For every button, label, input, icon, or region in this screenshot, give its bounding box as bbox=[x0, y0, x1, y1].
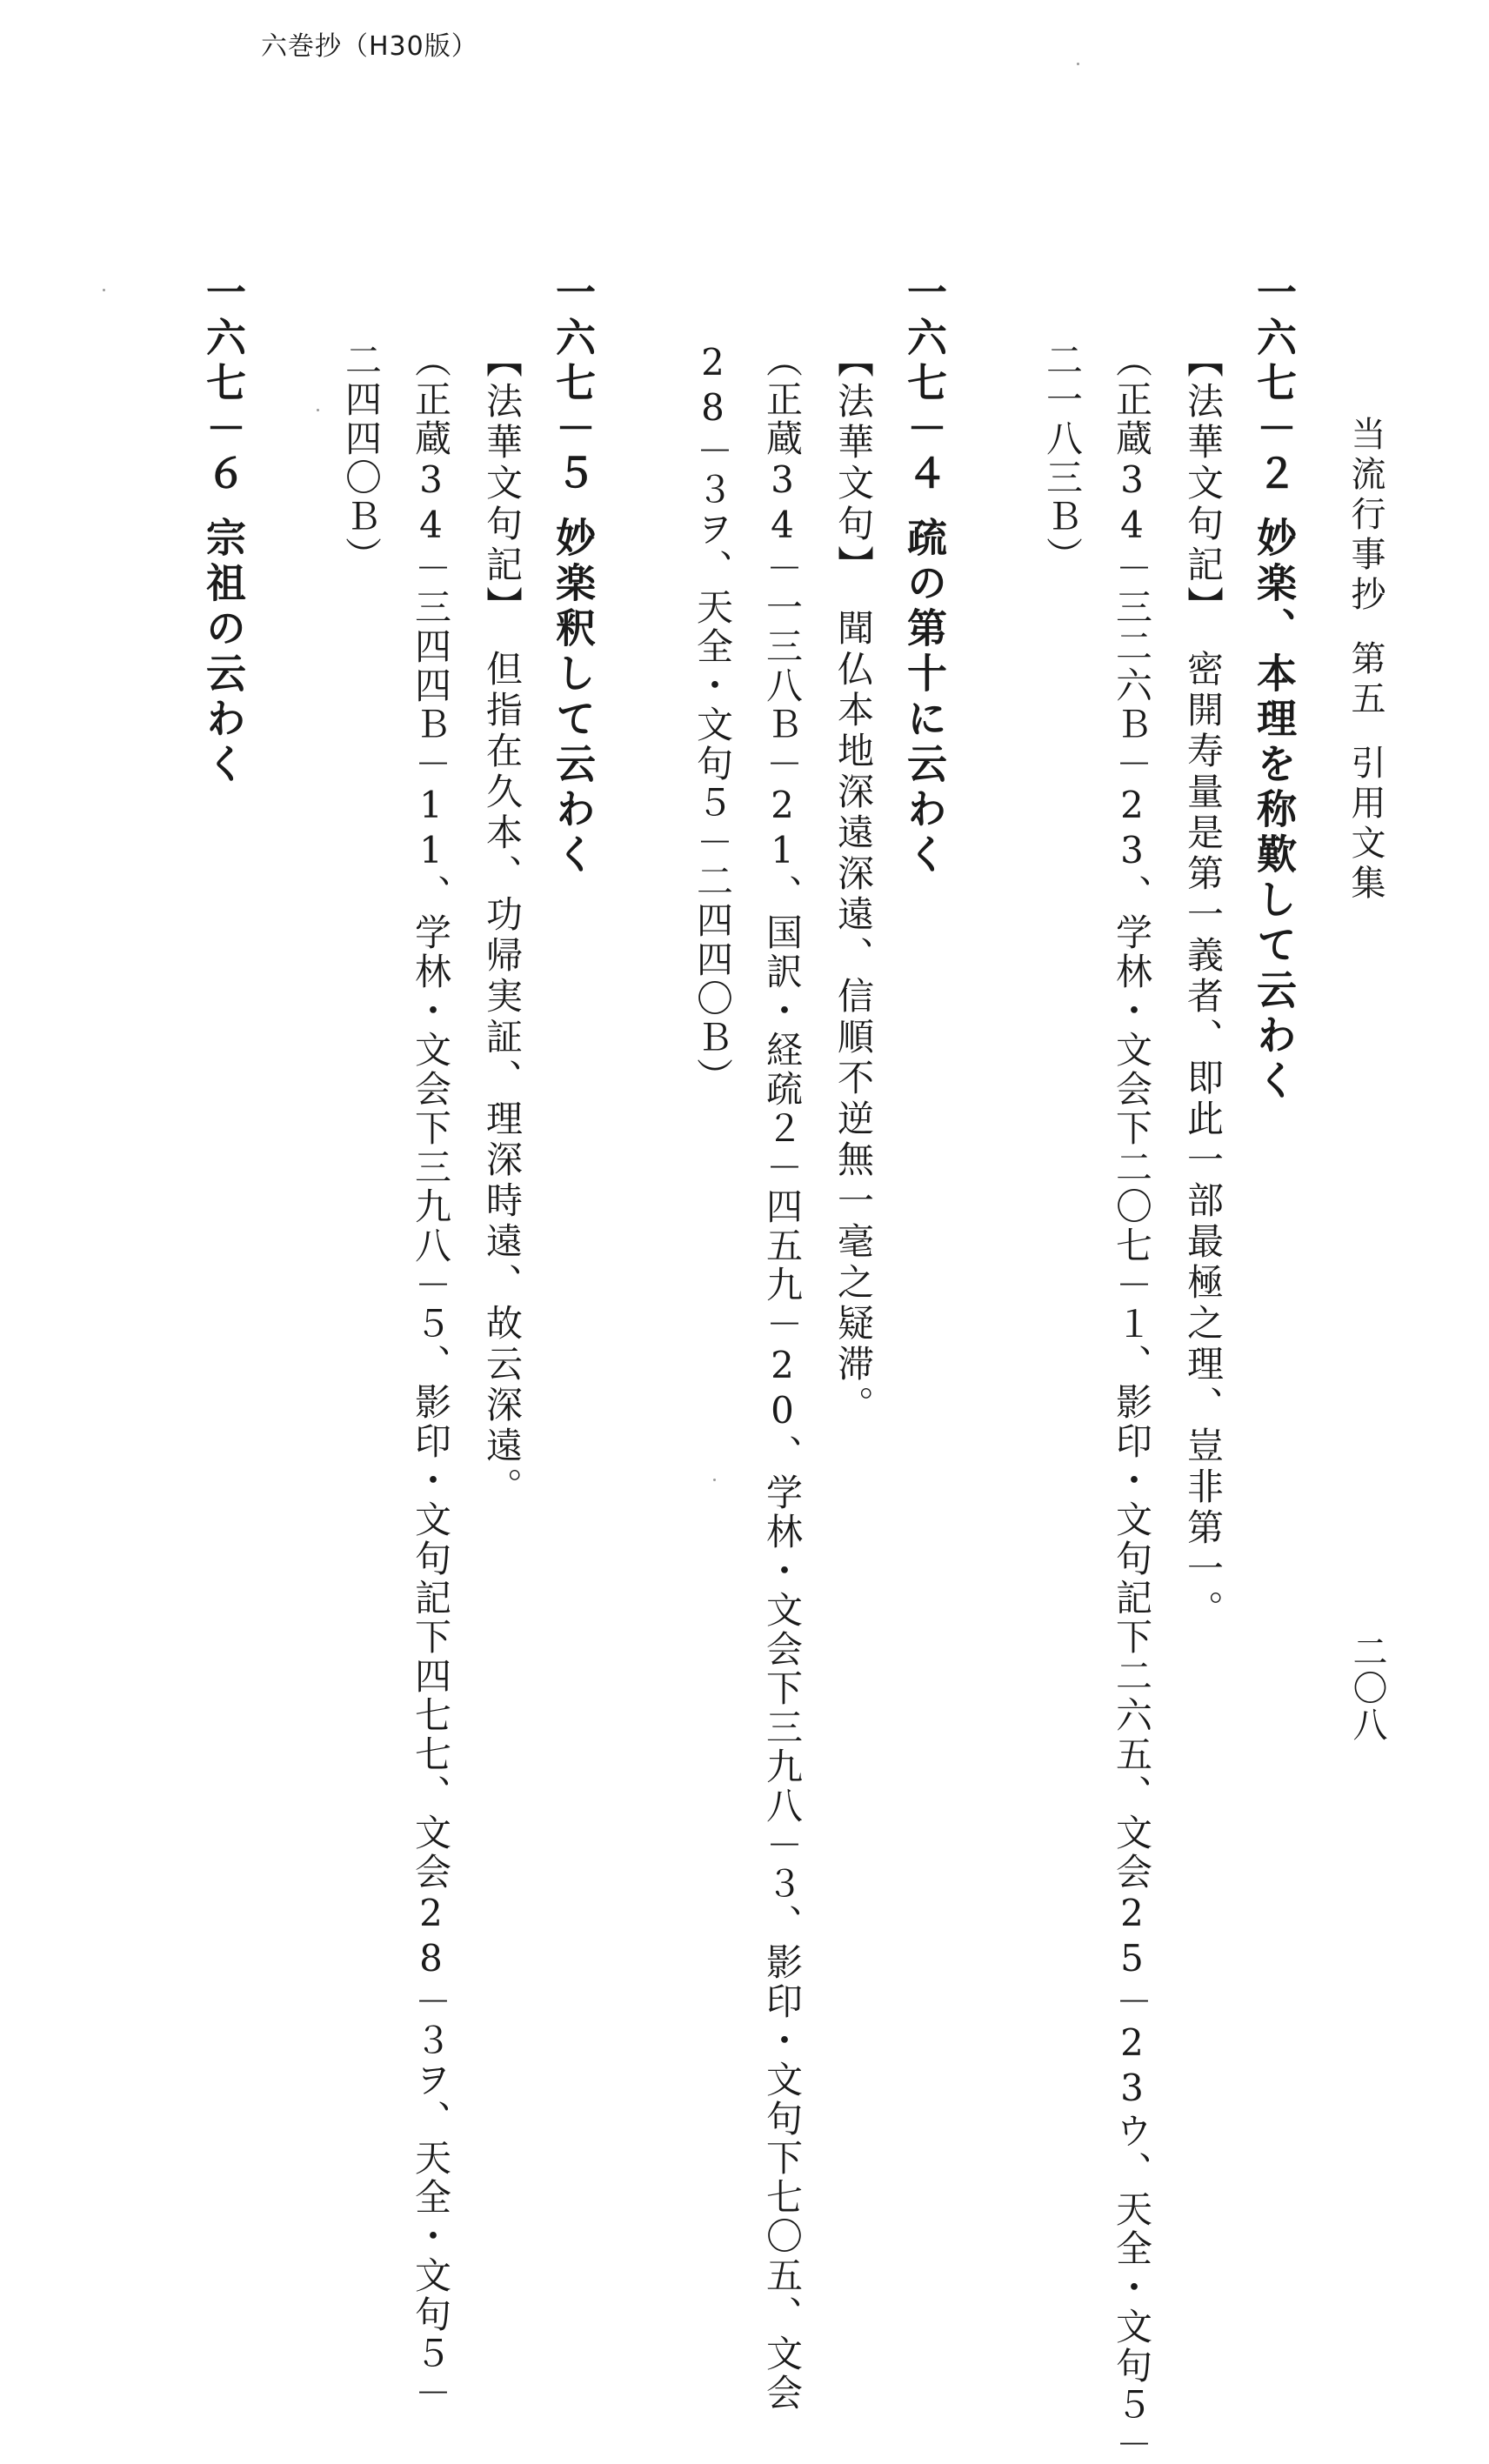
running-head-section: 引用文集 bbox=[1345, 745, 1386, 905]
entry-heading bbox=[1251, 271, 1298, 1105]
running-head-chapter: 第五 bbox=[1345, 640, 1386, 720]
quotation-text: 【法華文句記】 但指在久本、功帰実証、理深時遠、故云深遠。 bbox=[481, 341, 524, 1508]
entry-number: 一六七－６ bbox=[200, 271, 247, 497]
entry-number: 一六七－５ bbox=[550, 271, 597, 497]
source-citation-continued: 28－３ヲ、天全・文句５－二四四〇Ｂ） bbox=[691, 341, 734, 1097]
entry-title: 疏の第十に云わく bbox=[901, 517, 948, 878]
scan-speck bbox=[1077, 63, 1079, 65]
entry-title: 宗祖の云わく bbox=[200, 517, 247, 788]
source-citation: （正蔵34－三四四Ｂ－11、学林・文会下三九八－５、影印・文句記下四七七、文会28－３ヲ、天全・文句５－ bbox=[410, 341, 452, 2413]
entry-heading bbox=[901, 271, 948, 878]
entry-number: 一六七－２ bbox=[1251, 271, 1298, 497]
source-citation-continued: 二四四〇Ｂ） bbox=[340, 341, 383, 576]
scan-speck bbox=[713, 1479, 716, 1481]
quotation-text: 【法華文句記】 密開寿量是第一義者、即此一部最極之理、豈非第一。 bbox=[1182, 341, 1225, 1631]
book-title: 六巻抄（H30版） bbox=[261, 31, 478, 62]
page-number: 二〇八 bbox=[1347, 1633, 1387, 1743]
scan-speck bbox=[317, 409, 319, 411]
running-head bbox=[1345, 416, 1386, 905]
quotation-text: 【法華文句】 聞仏本地深遠深遠、信順不逆無一毫之疑滞。 bbox=[832, 341, 875, 1426]
entry-title: 妙楽、本理を称歎して云わく bbox=[1251, 517, 1298, 1105]
entry-heading bbox=[200, 271, 247, 788]
source-citation: （正蔵34－三二六Ｂ－23、学林・文会下二〇七－１、影印・文句記下二六五、文会25－23ウ、天全・文句５－ bbox=[1111, 341, 1153, 2464]
running-head-title: 当流行事抄 bbox=[1345, 416, 1386, 616]
entry-number: 一六七－４ bbox=[901, 271, 948, 497]
scan-speck bbox=[103, 289, 105, 291]
source-citation-continued: 二一八三Ｂ） bbox=[1041, 341, 1084, 576]
entry-heading bbox=[550, 271, 597, 878]
source-citation: （正蔵34－一三八Ｂ－21、国訳・経疏２－四五九－20、学林・文会下三九八－３、影印・文句下七〇五、文会 bbox=[761, 341, 804, 2413]
entry-title: 妙楽釈して云わく bbox=[550, 517, 597, 878]
